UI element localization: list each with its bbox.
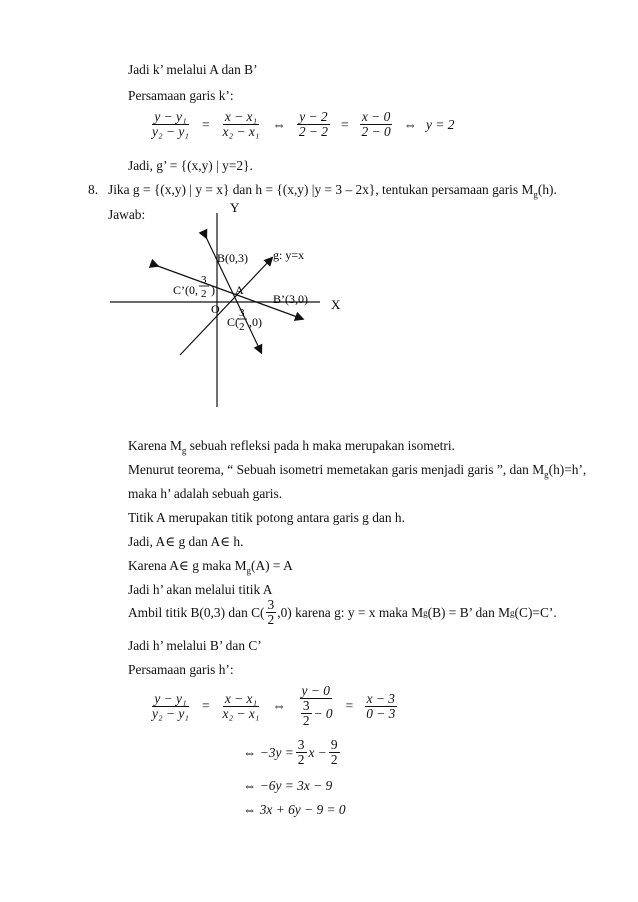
text-equation-h-heading: Persamaan garis h’: bbox=[128, 662, 234, 677]
y-axis-label: Y bbox=[230, 200, 240, 215]
point-c-prime-den: 2 bbox=[201, 288, 207, 300]
text-take-points: Ambil titik B(0,3) dan C( $\frac{3}{2}$ ,0) karena g: y = x maka M g (B) = B’ dan M g (C)=C’. bbox=[128, 597, 557, 628]
point-c-prime-num: 3 bbox=[201, 274, 207, 286]
result-k: y = 2 bbox=[426, 116, 455, 132]
text-a-in-g-h: Jadi, A∈ g dan A∈ h. bbox=[128, 534, 244, 549]
fraction-x-h: $\frac{\text{x − x₁}}{\text{x₂ − x₁}}$ bbox=[222, 690, 260, 721]
step-2: ⇔ −6y = 3x − 9 bbox=[243, 778, 333, 793]
point-b-label: B(0,3) bbox=[217, 251, 248, 265]
fraction-x-values: $\frac{x - 0}{2 - 0}$ bbox=[361, 109, 391, 140]
point-c-prime-label-post: ) bbox=[211, 283, 215, 297]
text-mg-a: Karena A∈ g maka $M_g(A) = A$ bbox=[128, 558, 293, 576]
problem-text: Jika g = {(x,y) | y = x} dan h = {(x,y) |y = 3 – 2x}, tentukan persamaan garis $M_g(h)$. bbox=[108, 182, 557, 200]
text-k-through-a-b: Jadi k’ melalui A dan B’ bbox=[128, 62, 258, 77]
origin-label: O bbox=[211, 302, 220, 316]
fraction-y-values-h: y − 0 $\frac{3}{2}$ − 0 bbox=[301, 683, 333, 729]
point-a-label: A bbox=[235, 283, 244, 297]
jawab-label: Jawab: bbox=[108, 207, 146, 222]
x-axis-label: X bbox=[331, 297, 341, 312]
point-b-prime-label: B’(3,0) bbox=[273, 292, 308, 306]
point-c-den: 2 bbox=[239, 321, 245, 333]
problem-number: 8. bbox=[88, 182, 99, 197]
point-c-label-pre: C( bbox=[227, 315, 239, 329]
fraction-y-h: $\frac{\text{y − y₁}}{\text{y₂ − y₁}}$ bbox=[152, 690, 189, 721]
equation-h: $\frac{\text{y − y₁}}{\text{y₂ − y₁}}$ = $\frac{\text{x − x₁}}{\text{x₂ − x₁}}$ ⇔ y − 0 $\frac{3}{2}$ − 0 = $\frac{x - 3}{0 - 3}$ bbox=[152, 683, 396, 729]
fraction-y: $\frac{\text{y − y₁}}{\text{y₂ − y₁}}$ bbox=[152, 109, 189, 140]
step-3: ⇔ 3x + 6y − 9 = 0 bbox=[243, 802, 346, 817]
point-c-prime-label-pre: C’(0, bbox=[173, 283, 198, 297]
text-equation-k-heading: Persamaan garis k’: bbox=[128, 88, 234, 103]
point-c-label-post: ,0) bbox=[249, 315, 262, 329]
text-h-prime-through-a: Jadi h’ akan melalui titik A bbox=[128, 582, 273, 597]
step-1: ⇔ −3y = $\frac{3}{2}$ x − $\frac{9}{2}$ bbox=[243, 737, 338, 768]
text-isometry: Karena $M_g$ sebuah refleksi pada h maka merupakan isometri. bbox=[128, 438, 455, 456]
equation-k: $\frac{\text{y − y₁}}{\text{y₂ − y₁}}$ = $\frac{\text{x − x₁}}{\text{x₂ − x₁}}$ ⇔ $\frac{y - 2}{2 - 2}$ = $\frac{x - 0}{2 - 0}$ ⇔ y = 2 bbox=[152, 109, 455, 140]
line-g bbox=[180, 260, 270, 355]
text-h-prime-line: maka h’ adalah sebuah garis. bbox=[128, 486, 283, 501]
fraction-x-values-h: $\frac{x - 3}{0 - 3}$ bbox=[366, 690, 396, 721]
text-point-a: Titik A merupakan titik potong antara garis g dan h. bbox=[128, 510, 405, 525]
text-g-prime: Jadi, g’ = {(x,y) | y=2}. bbox=[128, 158, 253, 173]
line-g-label: g: y=x bbox=[273, 248, 305, 262]
coordinate-graph bbox=[110, 195, 360, 415]
point-c-num: 3 bbox=[239, 307, 245, 319]
fraction-y-values: $\frac{y - 2}{2 - 2}$ bbox=[298, 109, 328, 140]
fraction-x: $\frac{\text{x − x₁}}{\text{x₂ − x₁}}$ bbox=[222, 109, 260, 140]
text-h-prime-through-b-c: Jadi h’ melalui B’ dan C’ bbox=[128, 638, 262, 653]
text-theorem: Menurut teorema, “ Sebuah isometri memetakan garis menjadi garis ”, dan $M_g(h)=h$’, bbox=[128, 462, 587, 480]
